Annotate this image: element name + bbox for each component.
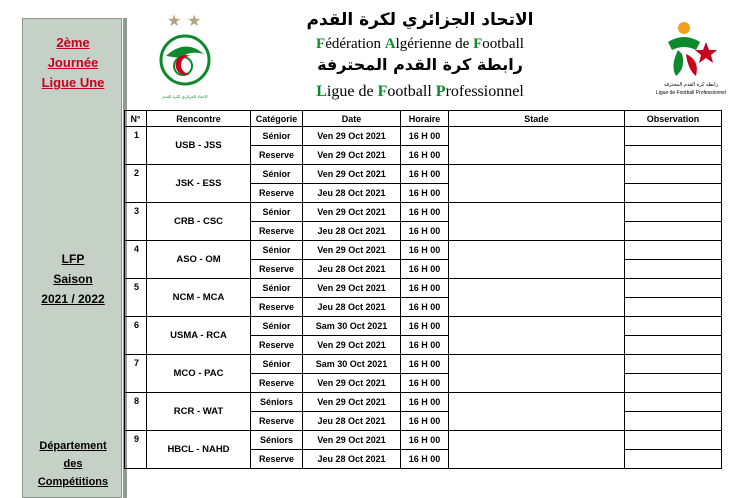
date-cell: Jeu 28 Oct 2021: [303, 260, 401, 279]
observation-cell: [625, 184, 722, 203]
observation-cell: [625, 203, 722, 222]
time-cell: 16 H 00: [401, 146, 449, 165]
svg-text:رابطة كرة القدم المحترفة: رابطة كرة القدم المحترفة: [663, 82, 719, 88]
header-date: Date: [303, 111, 401, 127]
title-initial: L: [316, 83, 327, 100]
observation-cell: [625, 260, 722, 279]
match-number: 8: [125, 393, 147, 431]
match-teams: JSK - ESS: [147, 165, 251, 203]
category-cell: Reserve: [251, 146, 303, 165]
match-teams: CRB - CSC: [147, 203, 251, 241]
date-cell: Ven 29 Oct 2021: [303, 203, 401, 222]
date-cell: Ven 29 Oct 2021: [303, 393, 401, 412]
category-cell: Sénior: [251, 165, 303, 184]
table-row: [125, 393, 722, 412]
svg-text:Ligue de Football Professionne: Ligue de Football Professionnel: [656, 90, 726, 96]
observation-cell: [625, 374, 722, 393]
table-header-row: [125, 111, 722, 127]
time-cell: 16 H 00: [401, 298, 449, 317]
time-cell: 16 H 00: [401, 127, 449, 146]
date-cell: Ven 29 Oct 2021: [303, 431, 401, 450]
stadium-cell: [449, 317, 625, 355]
observation-cell: [625, 336, 722, 355]
table-row: [125, 241, 722, 260]
title-initial: A: [384, 36, 396, 52]
table-row: [125, 431, 722, 450]
observation-cell: [625, 355, 722, 374]
season-label: [23, 249, 123, 309]
title-text: lgérienne de: [395, 36, 474, 52]
observation-cell: [625, 412, 722, 431]
observation-cell: [625, 222, 722, 241]
observation-cell: [625, 279, 722, 298]
category-cell: Sénior: [251, 279, 303, 298]
stadium-cell: [449, 431, 625, 469]
match-number: 7: [125, 355, 147, 393]
date-cell: Ven 29 Oct 2021: [303, 127, 401, 146]
time-cell: 16 H 00: [401, 317, 449, 336]
federation-title-ar: الاتحاد الجزائري لكرة القدم: [306, 10, 534, 30]
date-cell: Jeu 28 Oct 2021: [303, 450, 401, 469]
category-cell: Sénior: [251, 355, 303, 374]
match-teams: USB - JSS: [147, 127, 251, 165]
season-line-1: LFP: [61, 252, 85, 266]
time-cell: 16 H 00: [401, 336, 449, 355]
title-text: igue de: [326, 83, 378, 100]
league-title-fr: [255, 83, 585, 101]
match-teams: USMA - RCA: [147, 317, 251, 355]
category-cell: Séniors: [251, 393, 303, 412]
observation-cell: [625, 241, 722, 260]
match-number: 3: [125, 203, 147, 241]
fixtures-table: [124, 110, 722, 469]
season-line-2: Saison: [53, 272, 93, 286]
lfp-logo: [656, 20, 726, 100]
time-cell: 16 H 00: [401, 431, 449, 450]
date-cell: Ven 29 Oct 2021: [303, 165, 401, 184]
match-number: 4: [125, 241, 147, 279]
date-cell: Ven 29 Oct 2021: [303, 146, 401, 165]
category-cell: Sénior: [251, 241, 303, 260]
time-cell: 16 H 00: [401, 393, 449, 412]
table-row: [125, 203, 722, 222]
observation-cell: [625, 165, 722, 184]
svg-text:الاتحاد الجزائري لكرة القدم: الاتحاد الجزائري لكرة القدم: [162, 94, 208, 99]
date-cell: Jeu 28 Oct 2021: [303, 298, 401, 317]
observation-cell: [625, 127, 722, 146]
sidebar-panel: [22, 18, 122, 498]
time-cell: 16 H 00: [401, 260, 449, 279]
date-cell: Jeu 28 Oct 2021: [303, 412, 401, 431]
season-line-3: 2021 / 2022: [41, 292, 105, 306]
title-initial: F: [377, 83, 388, 100]
header-stadium: Stade: [449, 111, 625, 127]
time-cell: 16 H 00: [401, 355, 449, 374]
match-number: 9: [125, 431, 147, 469]
title-text: ootball: [482, 36, 524, 52]
time-cell: 16 H 00: [401, 412, 449, 431]
title-initial: P: [435, 83, 446, 100]
category-cell: Reserve: [251, 374, 303, 393]
date-cell: Jeu 28 Oct 2021: [303, 222, 401, 241]
date-cell: Ven 29 Oct 2021: [303, 279, 401, 298]
category-cell: Reserve: [251, 412, 303, 431]
stadium-cell: [449, 165, 625, 203]
header-match: Rencontre: [147, 111, 251, 127]
time-cell: 16 H 00: [401, 279, 449, 298]
observation-cell: [625, 431, 722, 450]
header-number: N°: [125, 111, 147, 127]
date-cell: Sam 30 Oct 2021: [303, 355, 401, 374]
match-teams: RCR - WAT: [147, 393, 251, 431]
date-cell: Sam 30 Oct 2021: [303, 317, 401, 336]
time-cell: 16 H 00: [401, 165, 449, 184]
match-teams: HBCL - NAHD: [147, 431, 251, 469]
stadium-cell: [449, 127, 625, 165]
match-number: 2: [125, 165, 147, 203]
stadium-cell: [449, 241, 625, 279]
observation-cell: [625, 393, 722, 412]
category-cell: Reserve: [251, 222, 303, 241]
category-cell: Sénior: [251, 127, 303, 146]
table-row: [125, 317, 722, 336]
faf-logo: [150, 10, 220, 100]
match-teams: NCM - MCA: [147, 279, 251, 317]
time-cell: 16 H 00: [401, 222, 449, 241]
match-number: 5: [125, 279, 147, 317]
league-title-ar: رابطة كرة القدم المحترفة: [317, 55, 523, 74]
star-icon: ★: [167, 13, 182, 30]
table-row: [125, 279, 722, 298]
date-cell: Jeu 28 Oct 2021: [303, 184, 401, 203]
round-line-1: 2ème: [56, 35, 90, 50]
federation-title-fr: [255, 36, 585, 53]
match-teams: ASO - OM: [147, 241, 251, 279]
time-cell: 16 H 00: [401, 184, 449, 203]
stadium-cell: [449, 203, 625, 241]
category-cell: Séniors: [251, 431, 303, 450]
header-time: Horaire: [401, 111, 449, 127]
round-line-3: Ligue Une: [41, 75, 105, 90]
department-line-1: Département: [39, 440, 107, 452]
time-cell: 16 H 00: [401, 241, 449, 260]
table-row: [125, 127, 722, 146]
stadium-cell: [449, 393, 625, 431]
time-cell: 16 H 00: [401, 203, 449, 222]
title-text: ootball: [387, 83, 436, 100]
category-cell: Reserve: [251, 336, 303, 355]
date-cell: Ven 29 Oct 2021: [303, 241, 401, 260]
observation-cell: [625, 450, 722, 469]
match-number: 6: [125, 317, 147, 355]
star-icon: ★: [187, 13, 202, 30]
department-line-3: Compétitions: [37, 476, 109, 488]
match-number: 1: [125, 127, 147, 165]
stadium-cell: [449, 279, 625, 317]
time-cell: 16 H 00: [401, 374, 449, 393]
date-cell: Ven 29 Oct 2021: [303, 336, 401, 355]
observation-cell: [625, 298, 722, 317]
category-cell: Reserve: [251, 260, 303, 279]
observation-cell: [625, 146, 722, 165]
title-initial: F: [473, 36, 483, 52]
match-teams: MCO - PAC: [147, 355, 251, 393]
observation-cell: [625, 317, 722, 336]
title-text: édération: [325, 36, 385, 52]
category-cell: Reserve: [251, 298, 303, 317]
round-line-2: Journée: [47, 55, 99, 70]
round-label: [23, 33, 123, 93]
title-initial: F: [316, 36, 326, 52]
time-cell: 16 H 00: [401, 450, 449, 469]
table-row: [125, 355, 722, 374]
category-cell: Sénior: [251, 203, 303, 222]
title-text: rofessionnel: [445, 83, 524, 100]
table-row: [125, 165, 722, 184]
category-cell: Reserve: [251, 184, 303, 203]
department-label: [23, 437, 123, 491]
fixtures-body: [125, 127, 722, 469]
department-line-2: des: [63, 458, 83, 470]
stadium-cell: [449, 355, 625, 393]
category-cell: Sénior: [251, 317, 303, 336]
date-cell: Ven 29 Oct 2021: [303, 374, 401, 393]
header-category: Catégorie: [251, 111, 303, 127]
header-observation: Observation: [625, 111, 722, 127]
category-cell: Reserve: [251, 450, 303, 469]
